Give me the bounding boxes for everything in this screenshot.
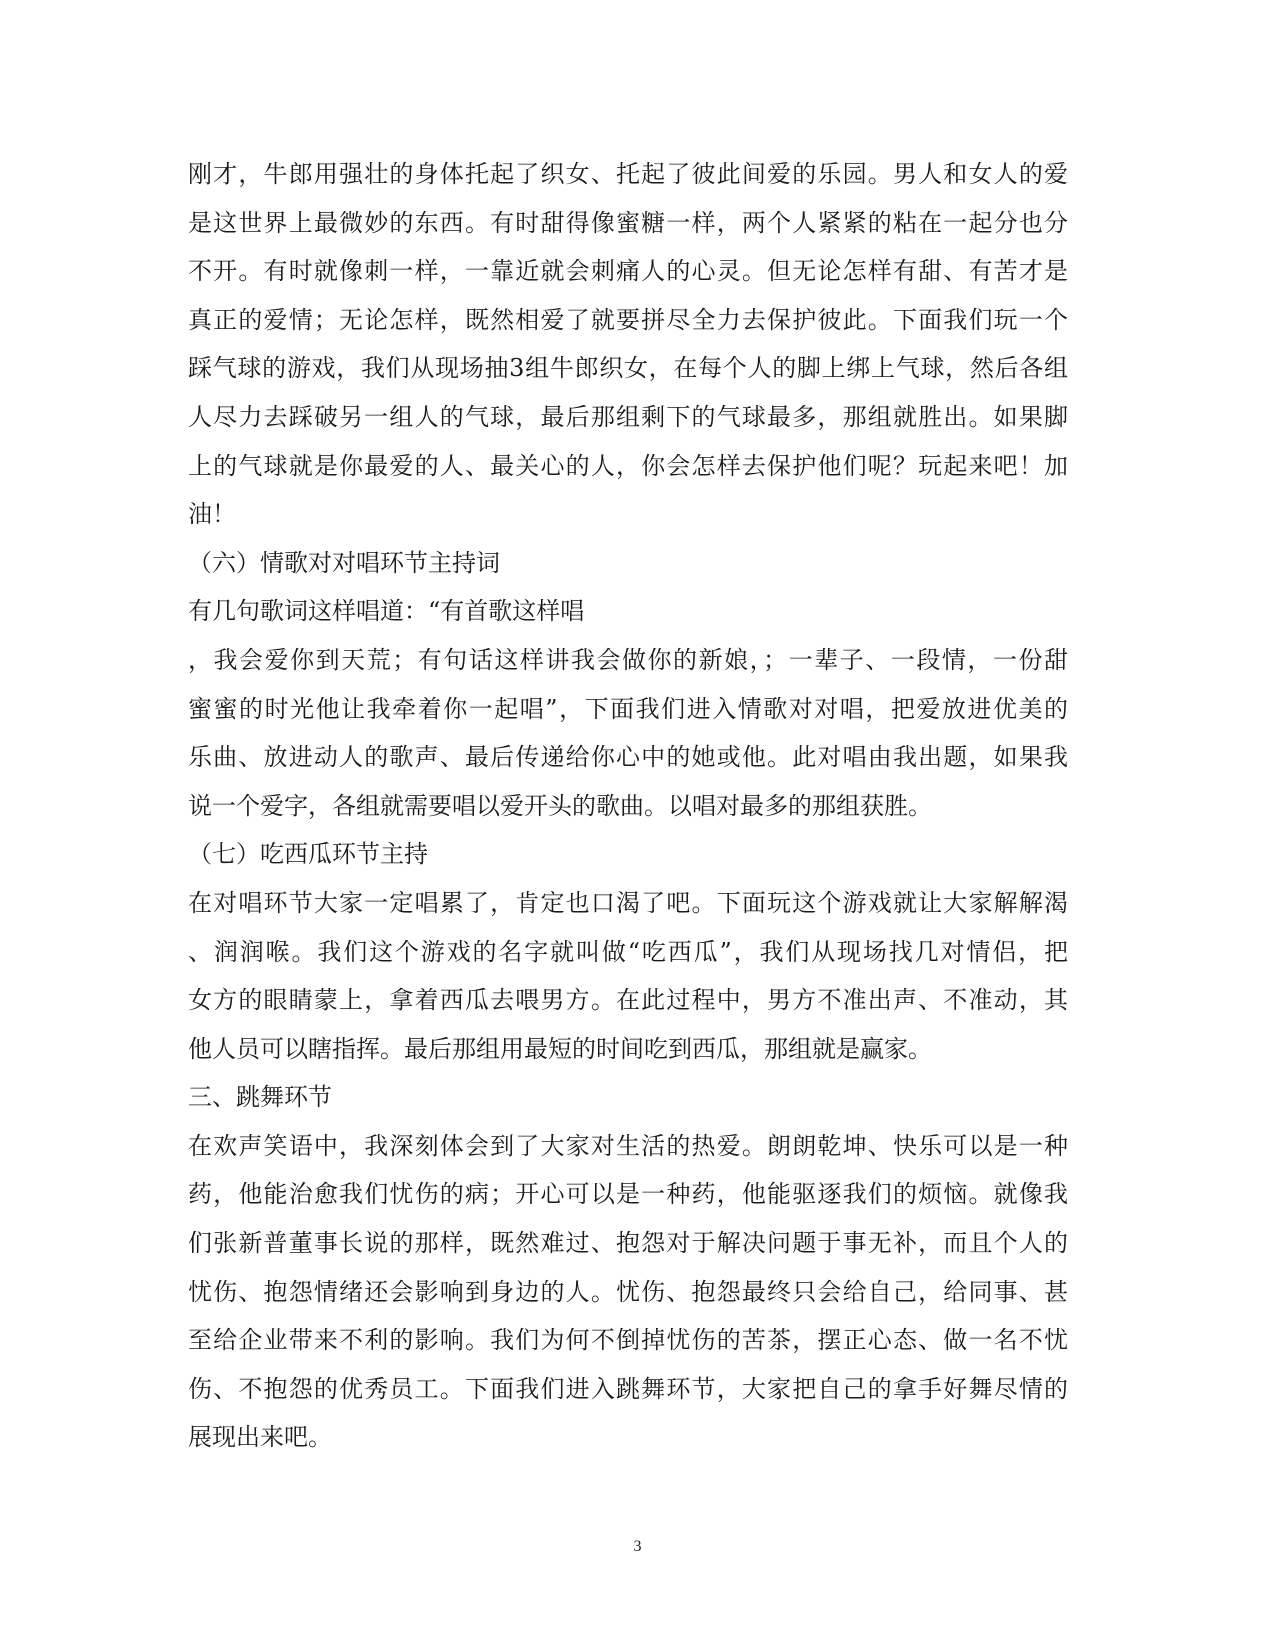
text-line: 蜜蜜的时光他让我牵着你一起唱”，下面我们进入情歌对对唱，把爱放进优美的 — [188, 694, 1068, 723]
text-line: 在对唱环节大家一定唱累了，肯定也口渴了吧。下面玩这个游戏就让大家解解渴 — [188, 888, 1068, 917]
text-line: 不开。有时就像刺一样，一靠近就会刺痛人的心灵。但无论怎样有甜、有苦才是 — [188, 257, 1068, 286]
text-line: 在欢声笑语中，我深刻体会到了大家对生活的热爱。朗朗乾坤、快乐可以是一种 — [188, 1131, 1068, 1160]
text-line: 他人员可以瞎指挥。最后那组用最短的时间吃到西瓜，那组就是赢家。 — [188, 1034, 932, 1063]
page-number: 3 — [633, 1538, 642, 1555]
text-line: 刚才，牛郎用强壮的身体托起了织女、托起了彼此间爱的乐园。男人和女人的爱 — [188, 160, 1068, 188]
text-line: 油！ — [188, 500, 236, 529]
document-body — [188, 150, 1068, 1462]
text-line: 展现出来吧。 — [188, 1423, 332, 1452]
text-line: 说一个爱字，各组就需要唱以爱开头的歌曲。以唱对最多的那组获胜。 — [188, 791, 932, 820]
text-line: 乐曲、放进动人的歌声、最后传递给你心中的她或他。此对唱由我出题，如果我 — [188, 743, 1068, 772]
text-line: 人尽力去踩破另一组人的气球，最后那组剩下的气球最多，那组就胜出。如果脚 — [188, 402, 1068, 431]
text-line: 们张新普董事长说的那样，既然难过、抱怨对于解决问题于事无补，而且个人的 — [188, 1229, 1068, 1258]
section-heading: （六）情歌对对唱环节主持词 — [188, 548, 500, 577]
text-line: 忧伤、抱怨情绪还会影响到身边的人。忧伤、抱怨最终只会给自己，给同事、甚 — [188, 1277, 1068, 1306]
text-line: 伤、不抱怨的优秀员工。下面我们进入跳舞环节，大家把自己的拿手好舞尽情的 — [188, 1374, 1068, 1403]
text-line: 女方的眼睛蒙上，拿着西瓜去喂男方。在此过程中，男方不准出声、不准动，其 — [188, 986, 1068, 1015]
text-line: 真正的爱情；无论怎样，既然相爱了就要拼尽全力去保护彼此。下面我们玩一个 — [188, 305, 1068, 334]
text-line: 上的气球就是你最爱的人、最关心的人，你会怎样去保护他们呢？玩起来吧！加 — [188, 451, 1068, 480]
text-line: ，我会爱你到天荒；有句话这样讲我会做你的新娘，；一辈子、一段情，一份甜 — [188, 645, 1068, 674]
section-heading: 三、跳舞环节 — [188, 1083, 332, 1112]
section-heading: （七）吃西瓜环节主持 — [188, 840, 428, 869]
text-line: 、润润喉。我们这个游戏的名字就叫做“吃西瓜”，我们从现场找几对情侣，把 — [188, 937, 1068, 966]
text-line: 有几句歌词这样唱道：“有首歌这样唱 — [188, 597, 585, 626]
text-line: 药，他能治愈我们忧伤的病；开心可以是一种药，他能驱逐我们的烦恼。就像我 — [188, 1180, 1068, 1209]
text-line: 踩气球的游戏，我们从现场抽3组牛郎织女，在每个人的脚上绑上气球，然后各组 — [188, 354, 1068, 383]
text-line: 是这世界上最微妙的东西。有时甜得像蜜糖一样，两个人紧紧的粘在一起分也分 — [188, 208, 1068, 237]
text-line: 至给企业带来不利的影响。我们为何不倒掉忧伤的苦茶，摆正心态、做一名不忧 — [188, 1326, 1068, 1355]
